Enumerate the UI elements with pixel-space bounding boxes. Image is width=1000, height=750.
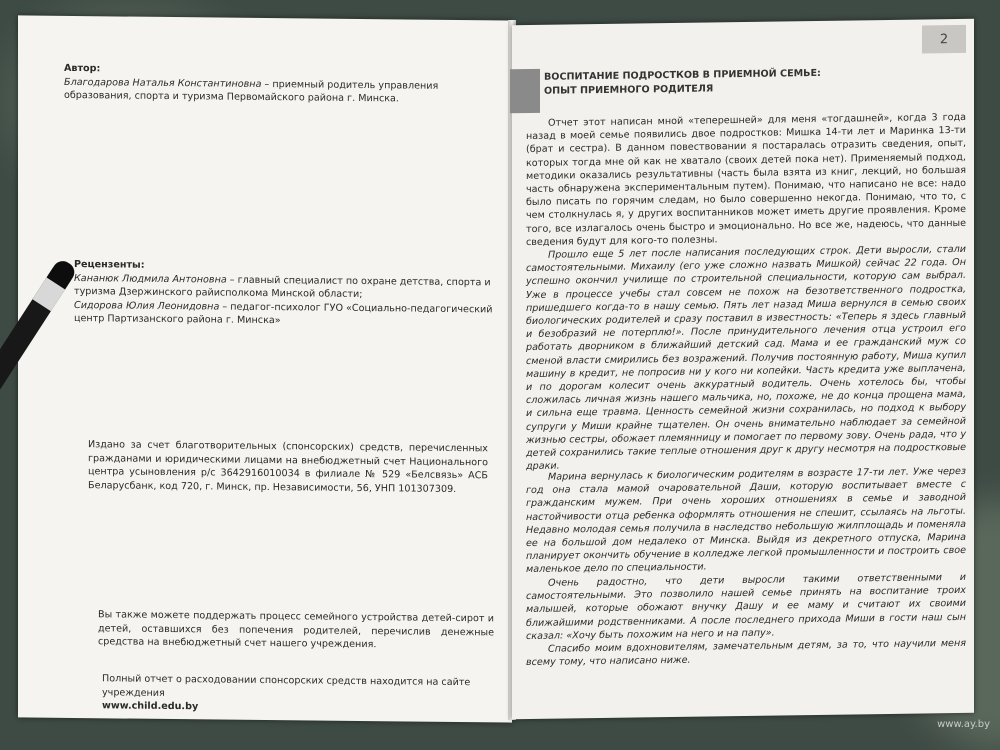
paragraph-2 xyxy=(526,243,966,474)
right-page xyxy=(512,19,974,719)
paragraph-4-text: Очень радостно, что дети выросли такими ответственными и самостоятельными. Это позволило нашей семье принять на воспитание троих малышей, которые обожают внучку Дашу и ее маму и считают их своими ближайшими родственниками. А после последнего прихода Миши в гости наш сын сказал: «Хочу быть похожим на него и на папу». xyxy=(526,571,966,642)
title-accent-bar xyxy=(510,69,540,113)
website-link[interactable]: www.child.edu.by xyxy=(102,700,199,713)
paragraph-5-text: Спасибо моим вдохновителям, замечательным детям, за то, что научили меня всему тому, что написано ниже. xyxy=(526,637,966,669)
author-desc: – приемный родитель управления образования, спорта и туризма Первомайского района г. Минска. xyxy=(64,78,439,105)
reviewers-label: Рецензенты: xyxy=(74,258,145,271)
left-page xyxy=(18,15,512,722)
report-text: Полный отчет о расходовании спонсорских средств находится на сайте учреждения xyxy=(102,673,471,699)
author-name: Благодарова Наталья Константиновна xyxy=(64,76,262,90)
report-block xyxy=(102,672,502,717)
paragraph-3 xyxy=(526,465,966,577)
reviewers-block xyxy=(74,258,494,330)
article-title xyxy=(544,66,874,99)
author-label: Автор: xyxy=(64,62,101,75)
paragraph-5 xyxy=(526,637,966,670)
paragraph-3-text: Марина вернулась к биологическим родителям в возрасте 17-ти лет. Уже через год она стала мамой очаровательной Даши, которую воспитывает вместе с гражданским мужем. При очень хороших отношениях в семье и заводной настойчивости отца ребенка оформлять отношения не спешит, ссылаясь на льготы. Недавно молодая семья получила в наследство небольшую жилплощадь и поменяла ее на большой дом недалеко от Минска. Выйдя из декретного отпуска, Марина планирует окончить обучение в колледже легкой промышленности и построить свое маленькое дело по специальности. xyxy=(526,465,966,576)
author-block xyxy=(64,62,484,107)
reviewer2-name: Сидорова Юлия Леонидовна xyxy=(74,299,220,313)
paragraph-2-text: Прошло еще 5 лет после написания последующих строк. Дети выросли, стали самостоятельными. Михаилу (его уже сложно назвать Мишкой) сейчас 22 года. Он успешно окончил училище по строительной специальности, которую сам выбрал. Уже в процессе учебы стал совсем не похож на безответственного подростка, пришедшего когда-то в нашу семью. Пять лет назад Миша вернулся в семью своих биологических родителей и сразу поставил в известность: «Теперь я здесь главный и безобразий не потерплю!». После принудительного лечения отца устроил его работать дворником в ближайший детский сад. Мама и ее гражданский муж со сменой власти смирились без возражений. Получив постоянную работу, Миша купил машину в кредит, не попросив ни у кого ни копейки. Часть кредита уже выплачена, и по дорогам колесит очень аккуратный водитель. Очень хотелось бы, чтобы сложилась личная жизнь нашего мальчика, но, похоже, не до конца прощена мама, и сильна еще травма. Ценность семейной жизни сохранилась, но подход к выбору супруги у Миши крайне тщателен. Он очень внимательно наблюдает за семейной жизнью сестры, обожает племянницу и помогает по первому зову. Очень рада, что у детей сохранились такие теплые отношения друг к другу несмотря на подростковые драки. xyxy=(526,243,966,473)
title-line1: ВОСПИТАНИЕ ПОДРОСТКОВ В ПРИЕМНОЙ СЕМЬЕ: xyxy=(544,67,821,83)
reviewer2-desc: – педагог-психолог ГУО «Социально-педагогический центр Партизанского района г. Минска» xyxy=(74,301,493,327)
paragraph-1 xyxy=(526,111,966,249)
paragraph-1-text: Отчет этот написан мной «теперешней» для меня «тогдашней», когда 3 года назад в моей семье появились двое подростков: Мишка 14-ти лет и Маринка 13-ти (брат и сестра). В данном повествовании я постаралась отразить сведения, опыт, которых тогда мне ой как не хватало (своих детей пока нет). Применяемый подход, методики оказались результативны (часть была взята из книг, лекций, но большая часть обнаружена экспериментальным путем). Понимаю, что написано не все: надо было писать по горячим следам, но было совершенно некогда. Понимаю, что то, с чем столкнулась я, у других воспитанников может иметь другие проявления. Кроме того, все излагалось очень быстро и эмоционально. Но все же, надеюсь, что данные сведения будут для кого-то полезны. xyxy=(526,111,966,248)
reviewer1-desc: – главный специалист по охране детства, спорта и туризма Дзержинского райисполкома Минской области; xyxy=(74,274,491,301)
support-text: Вы также можете поддержать процесс семейного устройства детей-сирот и детей, оставшихся без попечения родителей, перечислив денежные средства на внебюджетный счет нашего учреждения. xyxy=(98,609,494,651)
reviewer1-name: Кананюк Людмила Антоновна xyxy=(74,272,227,286)
title-line2: ОПЫТ ПРИЕМНОГО РОДИТЕЛЯ xyxy=(544,83,714,97)
page-number: 2 xyxy=(922,25,966,54)
paragraph-4 xyxy=(526,571,966,643)
watermark: www.ay.by xyxy=(937,719,990,730)
funding-text: Издано за счет благотворительных (спонсорских) средств, перечисленных гражданами и юридическими лицами на внебюджетный счет Национального центра усыновления р/с 3642916010034 в филиале № 529 «Белсвязь» АСБ Беларусбанк, код 720, г. Минск, пр. Независимости, 56, УНП 101307309. xyxy=(88,439,488,495)
